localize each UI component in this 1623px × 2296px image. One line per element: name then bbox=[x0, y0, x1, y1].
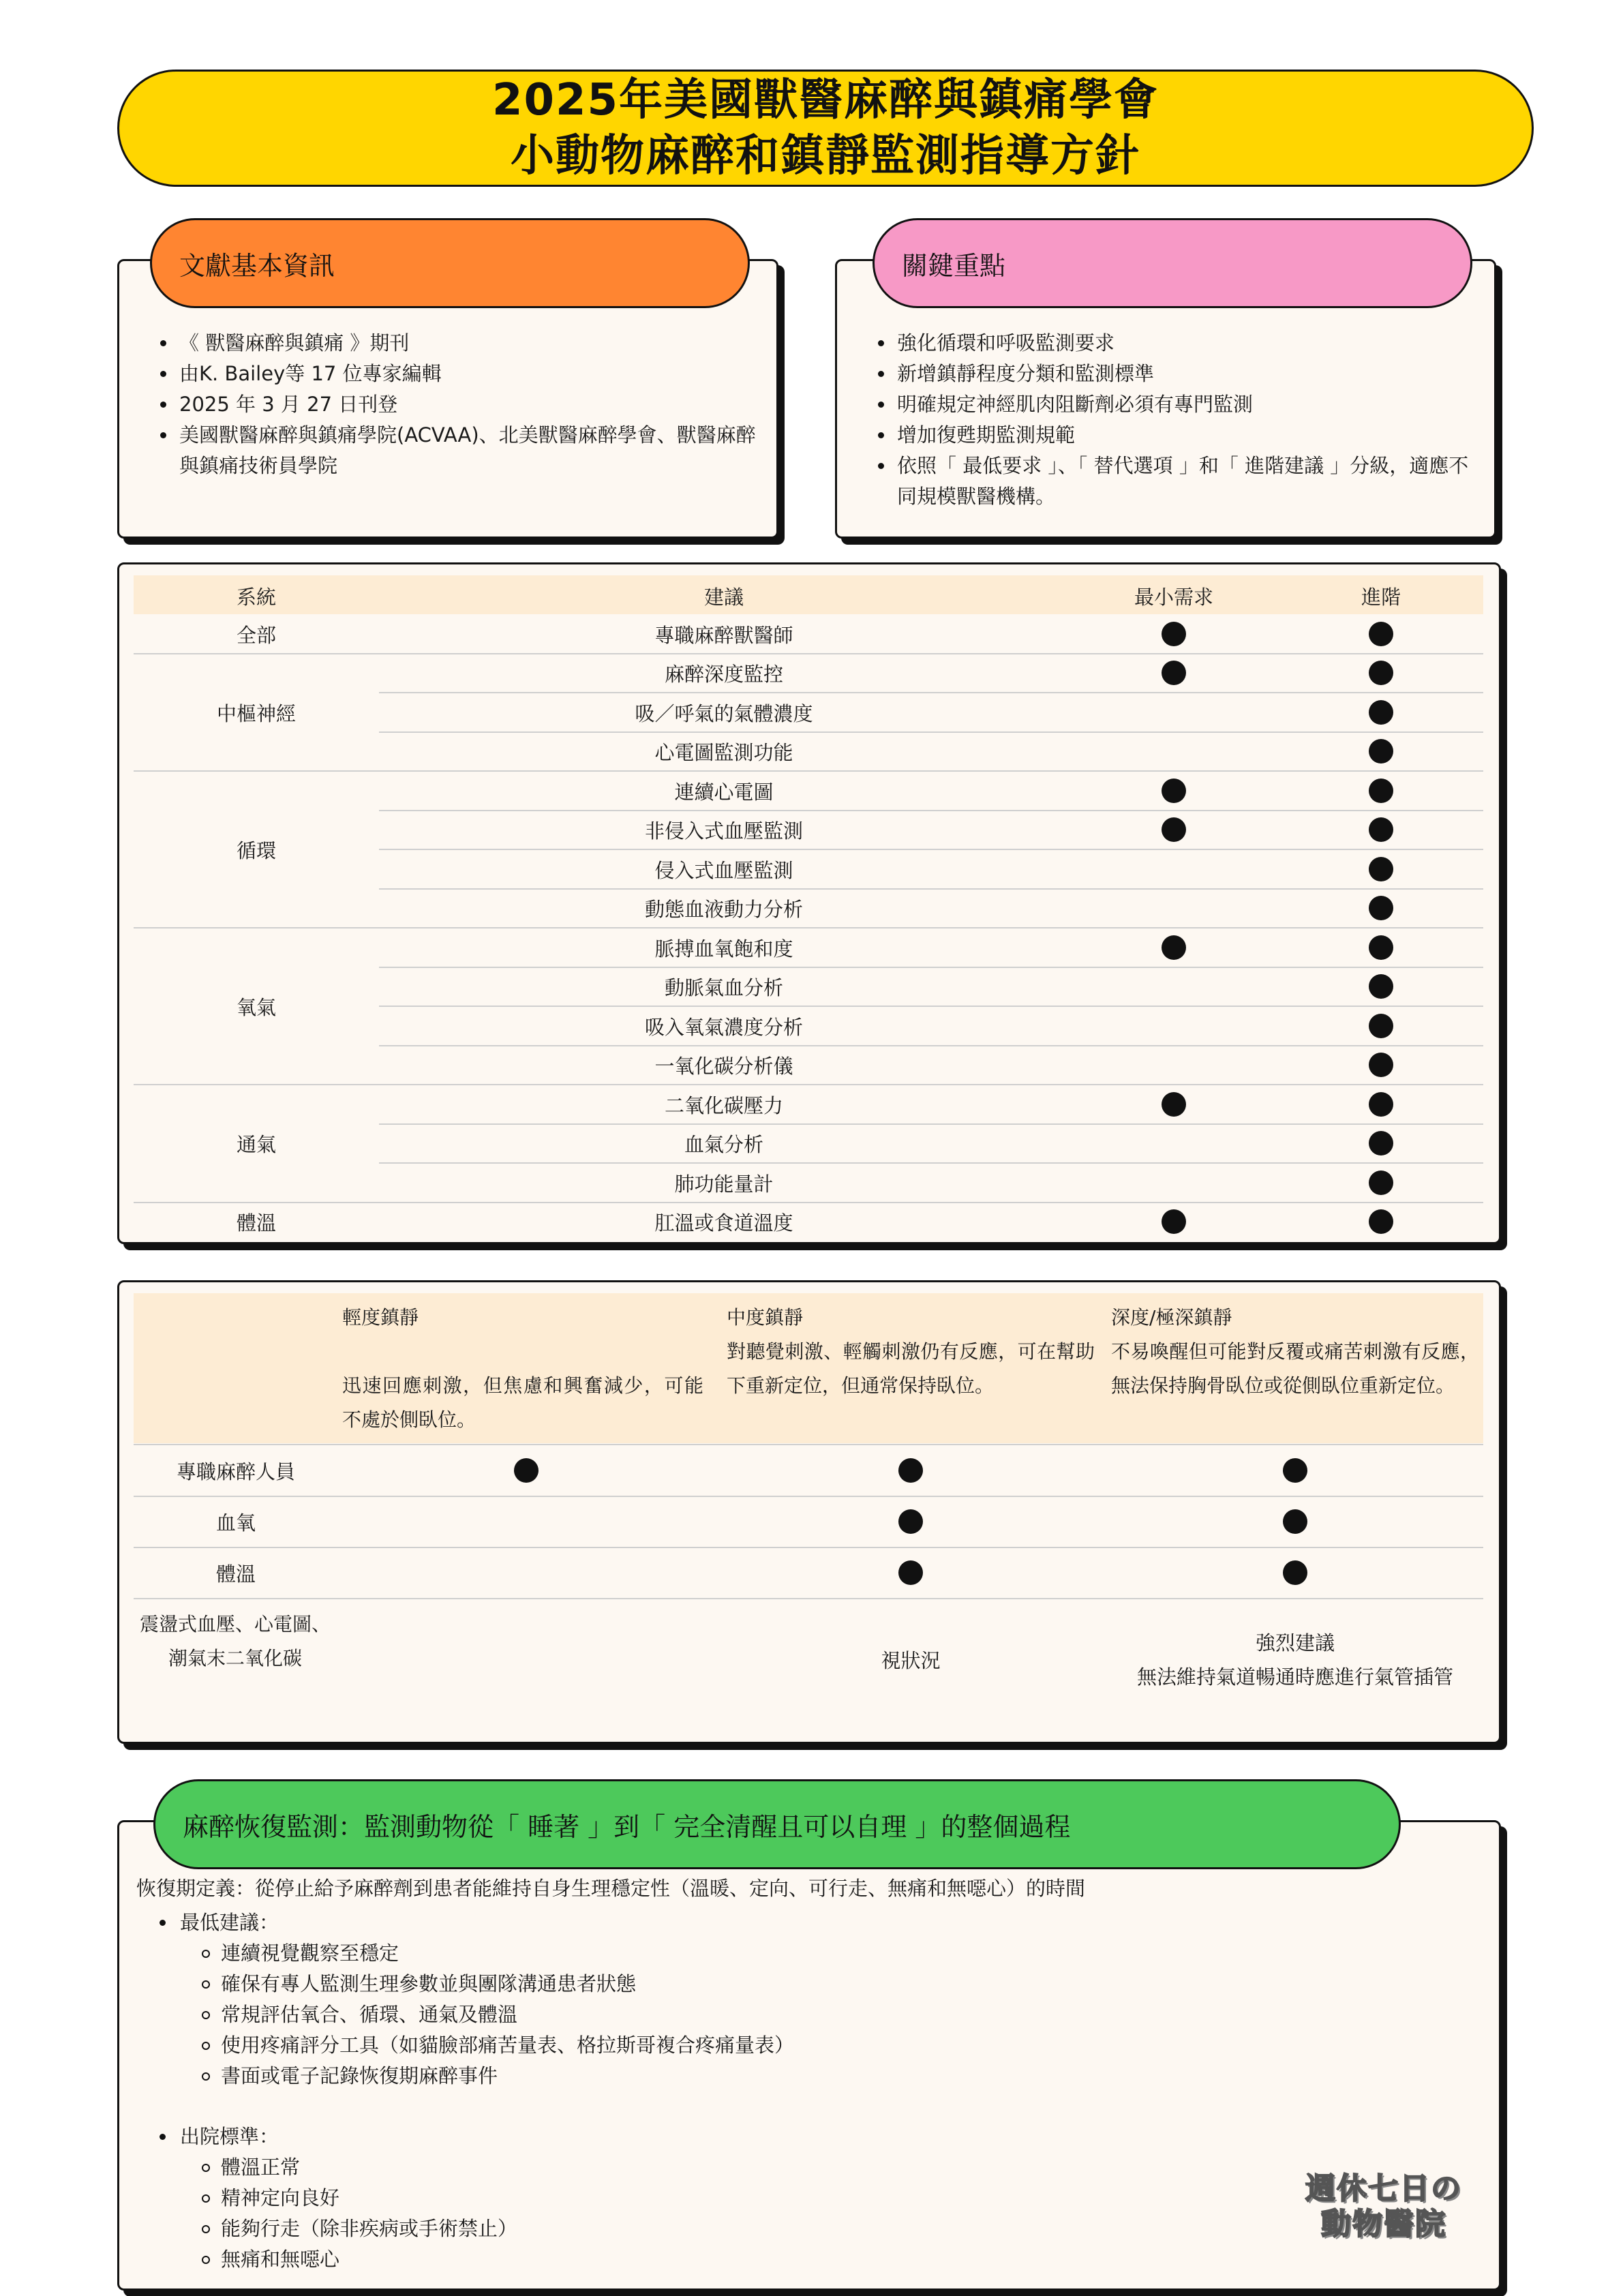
literature-item: 2025 年 3 月 27 日刊登 bbox=[156, 389, 756, 420]
logo-line-1: 週休七日の bbox=[1305, 2171, 1462, 2206]
recommendation-cell: 非侵入式血壓監測 bbox=[644, 819, 803, 843]
advanced-dot bbox=[1369, 896, 1393, 920]
system-cell: 中樞神經 bbox=[216, 701, 296, 725]
sedation-last-deep-2: 無法維持氣道暢通時應進行氣管插管 bbox=[1136, 1665, 1453, 1689]
keypoint-item: 增加復甦期監測規範 bbox=[874, 420, 1474, 451]
sedation-row-label: 體溫 bbox=[215, 1562, 256, 1586]
sedation-deep-dot bbox=[1283, 1509, 1307, 1534]
recommendation-cell: 脈搏血氧飽和度 bbox=[654, 937, 793, 961]
recovery-heading bbox=[153, 1779, 1401, 1869]
sedation-last-deep-1: 強烈建議 bbox=[1255, 1631, 1335, 1655]
system-cell: 通氣 bbox=[236, 1133, 276, 1157]
recommendation-cell: 一氧化碳分析儀 bbox=[654, 1055, 793, 1078]
recovery-discharge-label: 出院標準： 體溫正常 精神定向良好 能夠行走（除非疾病或手術禁止） 無痛和無噁心 bbox=[157, 2121, 517, 2275]
recovery-minimum-item: 使用疼痛評分工具（如貓臉部痛苦量表、格拉斯哥複合疼痛量表） bbox=[198, 2030, 794, 2061]
recommendation-cell: 麻醉深度監控 bbox=[664, 663, 783, 686]
advanced-dot bbox=[1369, 857, 1393, 881]
advanced-dot bbox=[1369, 779, 1393, 803]
sedation-light-title: 輕度鎮靜 bbox=[342, 1306, 419, 1329]
sedation-row-label: 血氧 bbox=[215, 1511, 256, 1535]
sedation-row-label: 專職麻醉人員 bbox=[176, 1460, 295, 1483]
advanced-dot bbox=[1369, 817, 1393, 842]
keypoints-list bbox=[874, 328, 1474, 512]
group-divider bbox=[134, 927, 1483, 928]
recovery-discharge-list bbox=[157, 2121, 517, 2275]
keypoint-item: 新增鎮靜程度分類和監測標準 bbox=[874, 359, 1474, 389]
title-line-1: 2025年美國獸醫麻醉與鎮痛學會 bbox=[491, 75, 1159, 125]
recommendation-cell: 肺功能量計 bbox=[674, 1172, 774, 1196]
recovery-minimum-list bbox=[157, 1907, 794, 2091]
recommendation-cell: 二氧化碳壓力 bbox=[664, 1093, 783, 1117]
row-divider bbox=[379, 1162, 1483, 1164]
advanced-dot bbox=[1369, 1209, 1393, 1234]
group-divider bbox=[134, 770, 1483, 772]
sedation-last-label: 震盪式血壓、心電圖、潮氣末二氧化碳 bbox=[139, 1613, 331, 1670]
recommendation-cell: 肛溫或食道溫度 bbox=[654, 1211, 793, 1235]
sedation-moderate-dot bbox=[898, 1509, 923, 1534]
keypoints-heading bbox=[873, 218, 1472, 308]
advanced-dot bbox=[1369, 1092, 1393, 1117]
keypoint-item: 強化循環和呼吸監測要求 bbox=[874, 328, 1474, 359]
row-divider bbox=[379, 810, 1483, 811]
row-divider bbox=[134, 1598, 1483, 1599]
literature-item: 由K. Bailey等 17 位專家編輯 bbox=[156, 359, 756, 389]
sedation-light-desc: 迅速回應刺激，但焦慮和興奮減少，可能不處於側臥位。 bbox=[342, 1374, 703, 1431]
recommendation-cell: 動態血液動力分析 bbox=[644, 898, 803, 922]
keypoint-item: 明確規定神經肌肉阻斷劑必須有專門監測 bbox=[874, 389, 1474, 420]
sedation-moderate-desc: 對聽覺刺激、輕觸刺激仍有反應，可在幫助下重新定位，但通常保持臥位。 bbox=[727, 1340, 1095, 1397]
sedation-deep-dot bbox=[1283, 1458, 1307, 1483]
group-divider bbox=[134, 1084, 1483, 1085]
system-cell: 體溫 bbox=[236, 1211, 276, 1235]
sedation-deep-title: 深度/極深鎮靜 bbox=[1111, 1306, 1232, 1329]
recommendation-cell: 血氣分析 bbox=[684, 1133, 763, 1157]
sedation-moderate-dot bbox=[898, 1560, 923, 1585]
system-cell: 氧氣 bbox=[236, 996, 276, 1019]
recovery-minimum-items bbox=[198, 1938, 794, 2091]
row-divider bbox=[134, 1496, 1483, 1497]
group-divider bbox=[134, 1202, 1483, 1203]
system-cell: 循環 bbox=[236, 839, 276, 862]
recovery-minimum-label: 最低建議： 連續視覺觀察至穩定 確保有專人監測生理參數並與團隊溝通患者狀態 常規評估氧合、循環、通氣及體溫 使用疼痛評分工具（如貓臉部痛苦量表、格拉斯哥複合疼痛量表） 書面或電子記錄恢復期麻醉事件 bbox=[157, 1907, 794, 2091]
literature-heading bbox=[150, 218, 750, 308]
monitoring-table bbox=[134, 575, 1483, 1243]
advanced-dot bbox=[1369, 739, 1393, 764]
row-divider bbox=[379, 888, 1483, 890]
row-divider bbox=[379, 849, 1483, 850]
header-recommendation: 建議 bbox=[703, 586, 744, 609]
recovery-minimum-item: 連續視覺觀察至穩定 bbox=[198, 1938, 794, 1969]
header-system: 系統 bbox=[236, 586, 276, 609]
recovery-discharge-item: 精神定向良好 bbox=[198, 2183, 517, 2214]
advanced-dot bbox=[1369, 974, 1393, 999]
minimum-required-dot bbox=[1162, 661, 1186, 685]
recovery-discharge-items bbox=[198, 2152, 517, 2275]
advanced-dot bbox=[1369, 1170, 1393, 1195]
row-divider bbox=[379, 967, 1483, 968]
minimum-required-dot bbox=[1162, 1209, 1186, 1234]
minimum-required-dot bbox=[1162, 779, 1186, 803]
group-divider bbox=[134, 653, 1483, 654]
row-divider bbox=[379, 1006, 1483, 1007]
minimum-required-dot bbox=[1162, 622, 1186, 646]
hospital-logo bbox=[1295, 2171, 1472, 2242]
keypoints-heading-text: 關鍵重點 bbox=[902, 250, 1006, 281]
row-divider bbox=[379, 731, 1483, 733]
page-title bbox=[117, 70, 1534, 187]
header-minimum: 最小需求 bbox=[1134, 586, 1213, 609]
recovery-minimum-item: 確保有專人監測生理參數並與團隊溝通患者狀態 bbox=[198, 1969, 794, 1999]
sedation-moderate-title: 中度鎮靜 bbox=[727, 1306, 804, 1329]
system-cell: 全部 bbox=[236, 623, 276, 647]
recovery-minimum-item: 書面或電子記錄恢復期麻醉事件 bbox=[198, 2061, 794, 2091]
recommendation-cell: 心電圖監測功能 bbox=[654, 741, 793, 765]
recovery-definition: 恢復期定義：從停止給予麻醉劑到患者能維持自身生理穩定性（溫暖、定向、可行走、無痛和無噁心）的時間 bbox=[136, 1877, 1086, 1900]
recommendation-cell: 吸入氧氣濃度分析 bbox=[644, 1015, 803, 1039]
advanced-dot bbox=[1369, 622, 1393, 646]
recommendation-cell: 吸／呼氣的氣體濃度 bbox=[635, 701, 813, 725]
header-advanced: 進階 bbox=[1361, 586, 1401, 609]
recovery-minimum-item: 常規評估氧合、循環、通氣及體溫 bbox=[198, 1999, 794, 2030]
row-divider bbox=[379, 692, 1483, 693]
sedation-moderate-dot bbox=[898, 1458, 923, 1483]
sedation-light-dot bbox=[514, 1458, 539, 1483]
advanced-dot bbox=[1369, 661, 1393, 685]
row-divider bbox=[134, 1547, 1483, 1548]
row-divider bbox=[379, 1123, 1483, 1125]
row-divider bbox=[134, 1444, 1483, 1445]
recommendation-cell: 侵入式血壓監測 bbox=[654, 858, 793, 882]
minimum-required-dot bbox=[1162, 935, 1186, 960]
row-divider bbox=[379, 1045, 1483, 1046]
recovery-heading-text: 麻醉恢復監測：監測動物從「 睡著 」到「 完全清醒且可以自理 」的整個過程 bbox=[183, 1811, 1071, 1842]
literature-list bbox=[156, 328, 756, 481]
logo-line-2: 動物醫院 bbox=[1321, 2207, 1446, 2241]
keypoint-item: 依照「 最低要求 」、「 替代選項 」和「 進階建議 」分級，適應不同規模獸醫機構。 bbox=[874, 451, 1474, 512]
sedation-deep-desc: 不易喚醒但可能對反覆或痛苦刺激有反應，無法保持胸骨臥位或從側臥位重新定位。 bbox=[1111, 1340, 1479, 1397]
literature-heading-text: 文獻基本資訊 bbox=[179, 250, 335, 281]
advanced-dot bbox=[1369, 1131, 1393, 1155]
recovery-discharge-item: 無痛和無噁心 bbox=[198, 2244, 517, 2275]
recommendation-cell: 動脈氣血分析 bbox=[664, 976, 783, 1000]
title-line-2: 小動物麻醉和鎮靜監測指導方針 bbox=[511, 131, 1140, 181]
literature-item: 美國獸醫麻醉與鎮痛學院(ACVAA)、北美獸醫麻醉學會、獸醫麻醉與鎮痛技術員學院 bbox=[156, 420, 756, 481]
advanced-dot bbox=[1369, 700, 1393, 725]
literature-item: 《 獸醫麻醉與鎮痛 》期刊 bbox=[156, 328, 756, 359]
minimum-required-dot bbox=[1162, 817, 1186, 842]
recovery-discharge-item: 體溫正常 bbox=[198, 2152, 517, 2183]
advanced-dot bbox=[1369, 1014, 1393, 1038]
recovery-discharge-item: 能夠行走（除非疾病或手術禁止） bbox=[198, 2214, 517, 2244]
advanced-dot bbox=[1369, 1053, 1393, 1077]
recommendation-cell: 專職麻醉獸醫師 bbox=[654, 623, 793, 647]
advanced-dot bbox=[1369, 935, 1393, 960]
sedation-deep-dot bbox=[1283, 1560, 1307, 1585]
recommendation-cell: 連續心電圖 bbox=[674, 780, 774, 804]
minimum-required-dot bbox=[1162, 1092, 1186, 1117]
sedation-last-moderate: 視狀況 bbox=[881, 1649, 941, 1672]
